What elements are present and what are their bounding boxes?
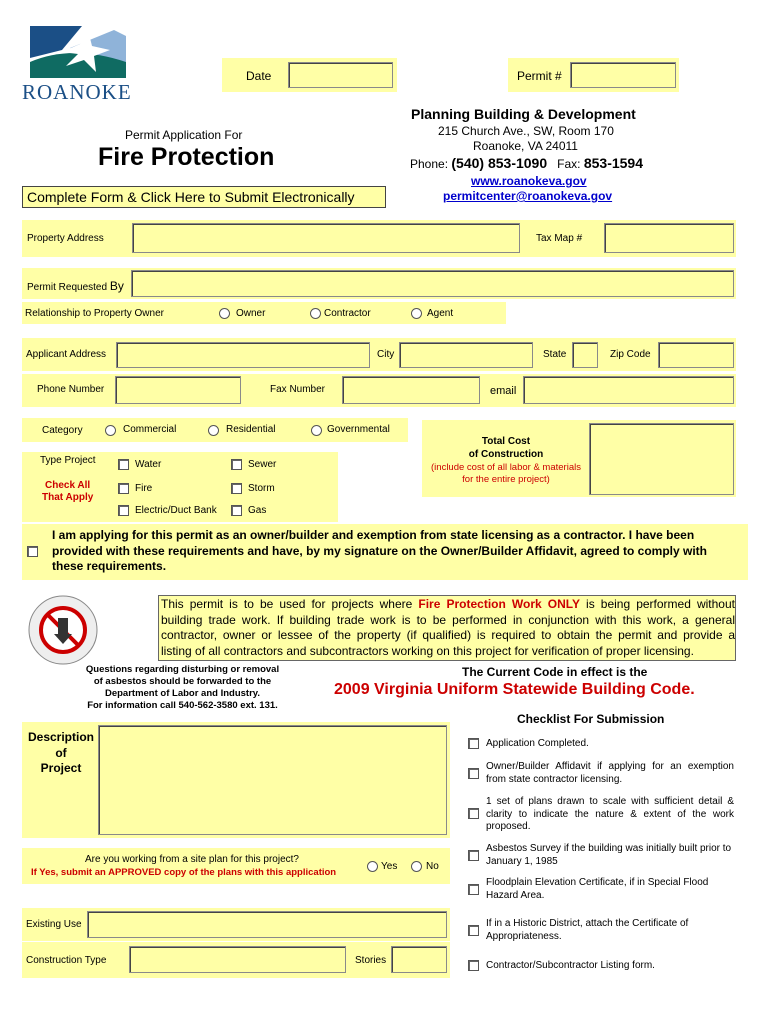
site-plan-instruction: If Yes, submit an APPROVED copy of the plans with this application	[31, 867, 337, 878]
stories-label: Stories	[355, 955, 387, 966]
checklist-checkbox-4[interactable]	[468, 850, 479, 861]
notice-text	[161, 597, 735, 659]
notice-emph: Fire Protection Work ONLY	[418, 597, 580, 611]
city-label: City	[377, 349, 395, 360]
site-plan-yes-label: Yes	[381, 861, 398, 872]
governmental-radio[interactable]	[311, 425, 322, 436]
tax-map-field[interactable]	[604, 223, 734, 253]
state-field[interactable]	[572, 342, 598, 368]
relationship-label: Relationship to Property Owner	[25, 308, 164, 319]
fax-number-field[interactable]	[342, 376, 480, 404]
checklist-item-4: Asbestos Survey if the building was initially built prior to January 1, 1985	[486, 843, 732, 867]
commercial-radio[interactable]	[105, 425, 116, 436]
notice-line-1	[161, 597, 735, 613]
construction-type-label: Construction Type	[26, 955, 107, 966]
storm-checkbox[interactable]	[231, 483, 242, 494]
notice-line-4: listing of all contractors and subcontractors working on this project for verification of proper licensing.	[161, 643, 694, 658]
checklist-item-6: If in a Historic District, attach the Certificate of Appropriateness.	[486, 918, 689, 942]
construction-type-field[interactable]	[129, 946, 346, 973]
commercial-label: Commercial	[123, 424, 177, 435]
total-cost-label-1: Total Cost	[481, 436, 531, 447]
phone-number-field[interactable]	[115, 376, 241, 404]
notice-line-3: contractor, owner or lessee of the property (if qualified) is required to obtain the permit and provide a	[161, 628, 735, 642]
total-cost-label-2: of Construction	[468, 449, 544, 460]
checklist-checkbox-7[interactable]	[468, 960, 479, 971]
applicant-address-field[interactable]	[116, 342, 370, 368]
current-code-label: The Current Code in effect is the	[462, 665, 648, 679]
water-label: Water	[135, 459, 162, 470]
checklist-item-5: Floodplain Elevation Certificate, if in Special Flood Hazard Area.	[486, 877, 709, 901]
site-plan-question: Are you working from a site plan for this project?	[85, 854, 299, 865]
site-plan-no-radio[interactable]	[411, 861, 422, 872]
water-checkbox[interactable]	[118, 459, 129, 470]
state-label: State	[543, 349, 567, 360]
total-cost-field[interactable]	[589, 423, 734, 495]
checklist-checkbox-6[interactable]	[468, 925, 479, 936]
agent-label: Agent	[427, 308, 454, 319]
email-field[interactable]	[523, 376, 734, 404]
date-field[interactable]	[288, 62, 393, 88]
permit-label: Permit #	[517, 69, 562, 83]
notice-pre: This permit is to be used for projects where	[161, 597, 419, 611]
applicant-address-label: Applicant Address	[26, 349, 107, 360]
site-plan-no-label: No	[426, 861, 439, 872]
property-address-field[interactable]	[132, 223, 520, 253]
dept-name: Planning Building & Development	[411, 106, 636, 122]
permit-requested-text: Permit Requested	[27, 282, 108, 293]
existing-use-field[interactable]	[87, 911, 447, 938]
phone-number: (540) 853-1090	[451, 155, 548, 171]
checklist-checkbox-5[interactable]	[468, 884, 479, 895]
checklist-checkbox-2[interactable]	[468, 768, 479, 779]
category-label: Category	[42, 425, 83, 436]
owner-builder-line-1: I am applying for this permit as an owner/builder and exemption from state licensing as a contractor. I have been	[52, 528, 695, 542]
dept-address-2: Roanoke, VA 24011	[473, 139, 578, 153]
stories-field[interactable]	[391, 946, 447, 973]
gas-checkbox[interactable]	[231, 505, 242, 516]
no-digging-seal-icon	[22, 594, 104, 666]
code-name: 2009 Virginia Uniform Statewide Building Code.	[334, 681, 695, 698]
description-label-2: of	[55, 745, 67, 760]
phone-number-label: Phone Number	[37, 384, 105, 395]
checklist-checkbox-3[interactable]	[468, 808, 479, 819]
owner-label: Owner	[236, 308, 266, 319]
checklist-title: Checklist For Submission	[517, 712, 665, 726]
governmental-label: Governmental	[327, 424, 390, 435]
description-label-1: Description	[27, 730, 94, 744]
page-title: Fire Protection	[98, 143, 275, 171]
fax-label: Fax:	[557, 157, 581, 171]
description-field[interactable]	[98, 725, 447, 835]
residential-label: Residential	[226, 424, 276, 435]
checklist-item-3: 1 set of plans drawn to scale with sufficient detail & clarity to indicate the nature & extent of the work proposed.	[486, 796, 734, 832]
electric-checkbox[interactable]	[118, 505, 129, 516]
residential-radio[interactable]	[208, 425, 219, 436]
owner-radio[interactable]	[219, 308, 230, 319]
type-project-label: Type Project	[40, 455, 96, 466]
gas-label: Gas	[248, 505, 267, 516]
agent-radio[interactable]	[411, 308, 422, 319]
existing-use-label: Existing Use	[26, 919, 82, 930]
total-cost-note-2: for the entire project)	[462, 474, 550, 485]
email-link[interactable]: permitcenter@roanokeva.gov	[443, 189, 613, 203]
check-all-2: That Apply	[42, 492, 94, 503]
permit-app-for: Permit Application For	[125, 128, 243, 142]
checklist-item-2: Owner/Builder Affidavit if applying for an exemption from state contractor licensing.	[486, 761, 734, 785]
fax-number: 853-1594	[583, 155, 644, 171]
city-field[interactable]	[399, 342, 533, 368]
sewer-label: Sewer	[248, 459, 277, 470]
zip-label: Zip Code	[610, 349, 651, 360]
total-cost-note-1: (include cost of all labor & materials	[431, 462, 581, 473]
owner-builder-checkbox[interactable]	[27, 546, 38, 557]
checklist-item-1: Application Completed.	[486, 738, 589, 749]
fax-number-label: Fax Number	[270, 384, 326, 395]
checklist-item-7: Contractor/Subcontractor Listing form.	[486, 960, 655, 971]
email-label: email	[490, 385, 517, 397]
roanoke-star-icon	[22, 22, 137, 84]
owner-builder-text	[52, 528, 746, 575]
owner-builder-line-3: these requirements.	[52, 559, 167, 573]
electric-label: Electric/Duct Bank	[135, 505, 217, 516]
description-label	[22, 730, 100, 777]
property-address-label: Property Address	[27, 233, 104, 244]
asbestos-line-4: For information call 540-562-3580 ext. 131.	[87, 700, 278, 711]
sewer-checkbox[interactable]	[231, 459, 242, 470]
zip-field[interactable]	[658, 342, 734, 368]
dept-address-1: 215 Church Ave., SW, Room 170	[438, 124, 614, 138]
permit-requested-by-field[interactable]	[131, 270, 734, 297]
contractor-radio[interactable]	[310, 308, 321, 319]
check-all-1: Check All	[45, 480, 91, 491]
logo-text: ROANOKE	[22, 80, 132, 104]
submit-electronically-button[interactable]: Complete Form & Click Here to Submit Electronically	[22, 186, 386, 208]
site-plan-yes-radio[interactable]	[367, 861, 378, 872]
owner-builder-line-2: provided with these requirements and have, by my signature on the Owner/Builder Affidavit, agreed to comply with	[52, 543, 708, 558]
tax-map-label: Tax Map #	[536, 233, 583, 244]
permit-requested-label	[27, 279, 124, 293]
date-label: Date	[246, 69, 272, 83]
permit-number-field[interactable]	[570, 62, 676, 88]
dept-phone	[410, 155, 643, 171]
fire-checkbox[interactable]	[118, 483, 129, 494]
phone-label: Phone:	[410, 157, 449, 171]
notice-line-2: building trade work. If building trade work is to be performed in conjunction with this work, a general	[161, 612, 735, 627]
notice-post: is being performed without	[579, 597, 735, 611]
description-label-3: Project	[40, 761, 82, 775]
contractor-label: Contractor	[324, 308, 371, 319]
checklist-checkbox-1[interactable]	[468, 738, 479, 749]
asbestos-info	[70, 664, 295, 712]
asbestos-line-2: of asbestos should be forwarded to the	[93, 676, 272, 687]
roanoke-logo	[22, 22, 137, 104]
asbestos-line-3: Department of Labor and Industry.	[104, 688, 260, 699]
asbestos-line-1: Questions regarding disturbing or removal	[85, 664, 280, 675]
by-text: By	[109, 279, 124, 293]
fire-label: Fire	[135, 483, 153, 494]
website-link[interactable]: www.roanokeva.gov	[471, 174, 587, 188]
storm-label: Storm	[248, 483, 275, 494]
